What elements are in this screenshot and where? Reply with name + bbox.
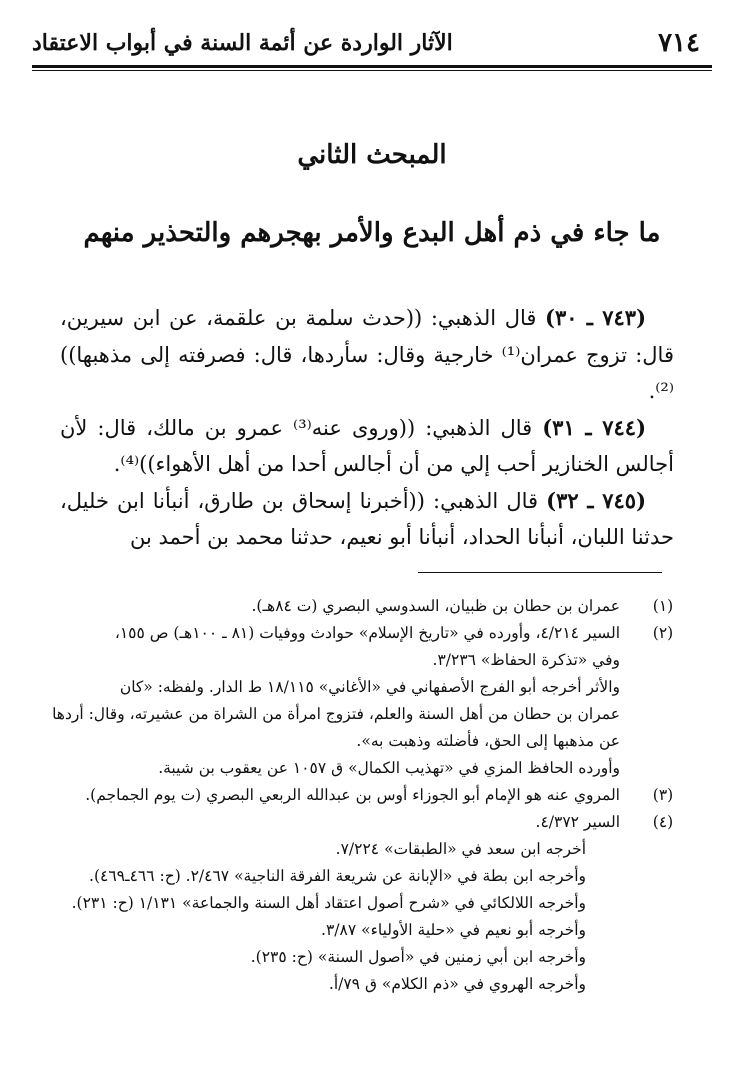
entry-number: (٧٤٤ ـ ٣١) xyxy=(542,414,646,440)
page-number: ٧١٤ xyxy=(658,28,700,58)
footnote-line: عمران بن حطان بن ظبيان، السدوسي البصري (ت ٨٤هـ). xyxy=(251,597,620,615)
footnote-line: أخرجه ابن سعد في «الطبقات» ٧/٢٢٤. xyxy=(335,840,586,858)
footnote-line: وأخرجه الهروي في «ذم الكلام» ق ٧٩/أ. xyxy=(328,975,586,993)
footnote-line: وأورده الحافظ المزي في «تهذيب الكمال» ق ١٠٥٧ عن يعقوب بن شيبة. xyxy=(158,759,620,777)
narration-entry xyxy=(60,410,674,483)
footnote-line: والأثر أخرجه أبو الفرج الأصفهاني في «الأغاني» ١٨/١١٥ ط الدار. ولفظه: «كان xyxy=(119,678,620,696)
main-text xyxy=(60,300,674,556)
footnote-line: السير ٤/٣٧٢. xyxy=(535,813,620,831)
footnote xyxy=(48,593,678,620)
footnote-line: وأخرجه ابن أبي زمنين في «أصول السنة» (ح: ٢٣٥). xyxy=(250,948,586,966)
footnote-line: وفي «تذكرة الحفاظ» ٣/٢٣٦. xyxy=(432,651,620,669)
footnote xyxy=(48,620,678,674)
footnote-number: (٢) xyxy=(652,624,674,642)
entry-text: قال الذهبي: ((وروى عنه⁽³⁾ عمرو بن مالك، قال: لأن أجالس الخنازير أحب إلي من أن أجالس أحدا من أهل الأهواء))⁽⁴⁾. xyxy=(60,415,674,476)
running-header xyxy=(32,22,700,62)
footnote-line: وأخرجه أبو نعيم في «حلية الأولياء» ٣/٨٧. xyxy=(321,921,586,939)
entry-text: قال الذهبي: ((أخبرنا إسحاق بن طارق، أنبأنا ابن خليل، حدثنا اللبان، أنبأنا الحداد، أنبأنا أبو نعيم، حدثنا محمد بن أحمد بن xyxy=(60,488,674,549)
footnote-line: السير ٤/٢١٤، وأورده في «تاريخ الإسلام» حوادث ووفيات (٨١ ـ ١٠٠هـ) ص ١٥٥، xyxy=(114,624,620,642)
entry-text: قال الذهبي: ((حدث سلمة بن علقمة، عن ابن سيرين، قال: تزوج عمران⁽¹⁾ خارجية وقال: سأردها، قال: فصرفته إلى مذهبها))⁽²⁾. xyxy=(60,306,674,403)
footnote-separator xyxy=(418,572,662,573)
narration-entry xyxy=(60,483,674,556)
footnote xyxy=(48,782,678,809)
narration-entry xyxy=(60,300,674,410)
chapter-title: ما جاء في ذم أهل البدع والأمر بهجرهم والتحذير منهم xyxy=(83,218,661,248)
footnote-line: وأخرجه اللالكائي في «شرح أصول اعتقاد أهل السنة والجماعة» ١/١٣١ (ح: ٢٣١). xyxy=(71,894,586,912)
header-rule xyxy=(32,65,712,68)
footnotes xyxy=(48,593,678,998)
footnote-number: (٤) xyxy=(652,813,674,831)
entry-number: (٧٤٥ ـ ٣٢) xyxy=(546,487,646,513)
running-title: الآثار الواردة عن أئمة السنة في أبواب الاعتقاد xyxy=(32,30,453,56)
footnote-line: وأخرجه ابن بطة في «الإبانة عن شريعة الفرقة الناجية» ٢/٤٦٧. (ح: ٤٦٦ـ٤٦٩). xyxy=(89,867,586,885)
entry-number: (٧٤٣ ـ ٣٠) xyxy=(545,305,646,330)
footnote-number: (١) xyxy=(652,597,674,615)
footnote-line: عمران بن حطان من أهل السنة والعلم، فتزوج امرأة من الشراة من عشيرته، وقال: أردها xyxy=(52,705,620,723)
section-title: المبحث الثاني xyxy=(297,140,447,170)
footnote-number: (٣) xyxy=(652,786,674,804)
footnote-line: عن مذهبها إلى الحق، فأضلته وذهبت به». xyxy=(356,732,620,750)
header-rule-thin xyxy=(32,70,712,71)
footnote xyxy=(48,809,678,836)
footnote-line: المروي عنه هو الإمام أبو الجوزاء أوس بن عبدالله الربعي البصري (ت يوم الجماجم). xyxy=(85,786,620,804)
